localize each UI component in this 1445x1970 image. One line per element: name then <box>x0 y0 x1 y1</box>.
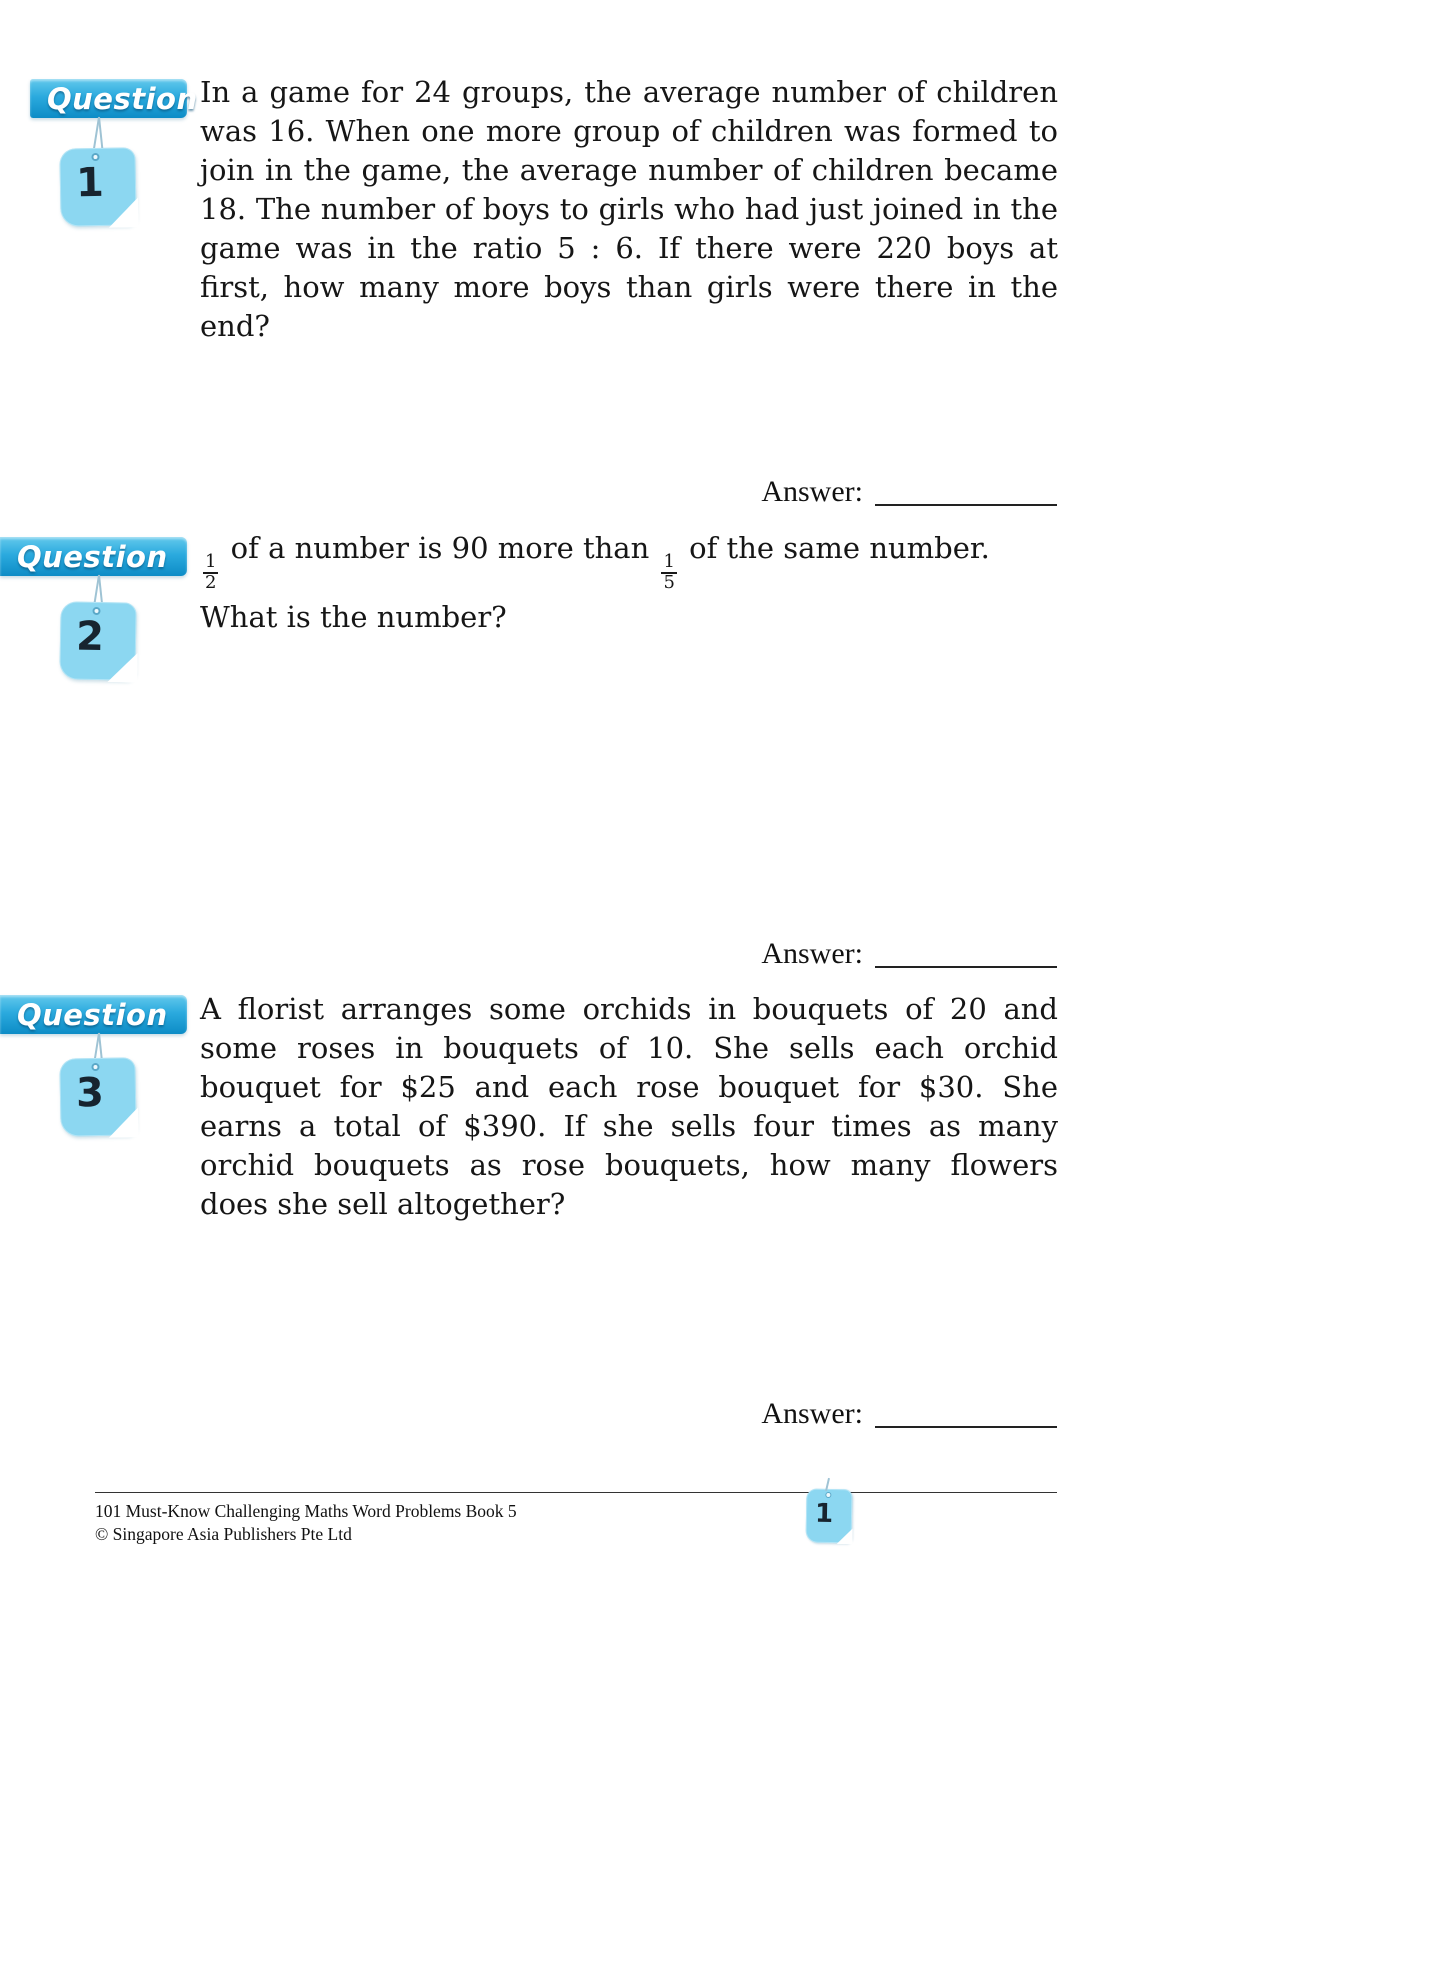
footer-copyright: © Singapore Asia Publishers Pte Ltd <box>95 1524 352 1544</box>
question-banner-label: Question <box>17 997 168 1032</box>
question-3-answer-row <box>761 1397 1057 1431</box>
question-1-number-tag <box>59 147 136 226</box>
answer-label: Answer: <box>761 475 863 508</box>
answer-blank-line <box>875 504 1057 506</box>
answer-blank-line <box>875 1426 1057 1428</box>
fraction-denominator: 2 <box>205 571 217 593</box>
question-3-number-tag <box>59 1057 136 1136</box>
question-banner-label: Question <box>17 539 168 574</box>
fraction-one-fifth <box>661 553 676 593</box>
page-number: 1 <box>814 1498 834 1530</box>
tag-fold-icon <box>837 1528 853 1544</box>
question-banner-label: Question <box>47 81 198 116</box>
footer-book-title: 101 Must-Know Challenging Maths Word Problems Book 5 <box>95 1501 517 1521</box>
question-number: 3 <box>75 1069 105 1117</box>
question-1-text: In a game for 24 groups, the average number of children was 16. When one more group of children was formed to join in the game, the average number of children became 18. The number of boys to girls who had just joined in the game was in the ratio 5 : 6. If there were 220 boys at first, how many more boys than girls were there in the end? <box>200 75 1058 343</box>
question-number: 1 <box>75 159 105 207</box>
question-2-number-tag <box>59 601 136 680</box>
page-number-tag <box>806 1489 853 1544</box>
fraction-numerator: 1 <box>663 551 675 572</box>
question-number: 2 <box>75 613 105 661</box>
question-text-segment: of the same number. What is the number? <box>200 531 990 634</box>
tag-string-icon <box>825 1478 830 1491</box>
fraction-denominator: 5 <box>663 571 675 593</box>
answer-label: Answer: <box>761 937 863 970</box>
footer-divider <box>95 1492 1057 1493</box>
question-text-segment: of a number is 90 more than <box>230 531 650 565</box>
fraction-one-half <box>203 553 218 593</box>
question-2-answer-row <box>761 937 1057 971</box>
fraction-numerator: 1 <box>205 551 217 572</box>
question-1-banner <box>30 79 198 118</box>
answer-label: Answer: <box>761 1397 863 1430</box>
answer-blank-line <box>875 966 1057 968</box>
question-1-answer-row <box>761 475 1057 509</box>
question-3-text: A florist arranges some orchids in bouquets of 20 and some roses in bouquets of 10. She sells each orchid bouquet for $25 and each rose bouquet for $30. She earns a total of $390. If she sells four times as many orchid bouquets as rose bouquets, how many flowers does she sell altogether? <box>200 992 1058 1221</box>
footer <box>95 1500 517 1546</box>
question-2-banner <box>0 537 187 576</box>
tag-hole-icon <box>825 1492 831 1498</box>
question-3-banner <box>0 995 187 1034</box>
question-2-text <box>200 524 1058 641</box>
